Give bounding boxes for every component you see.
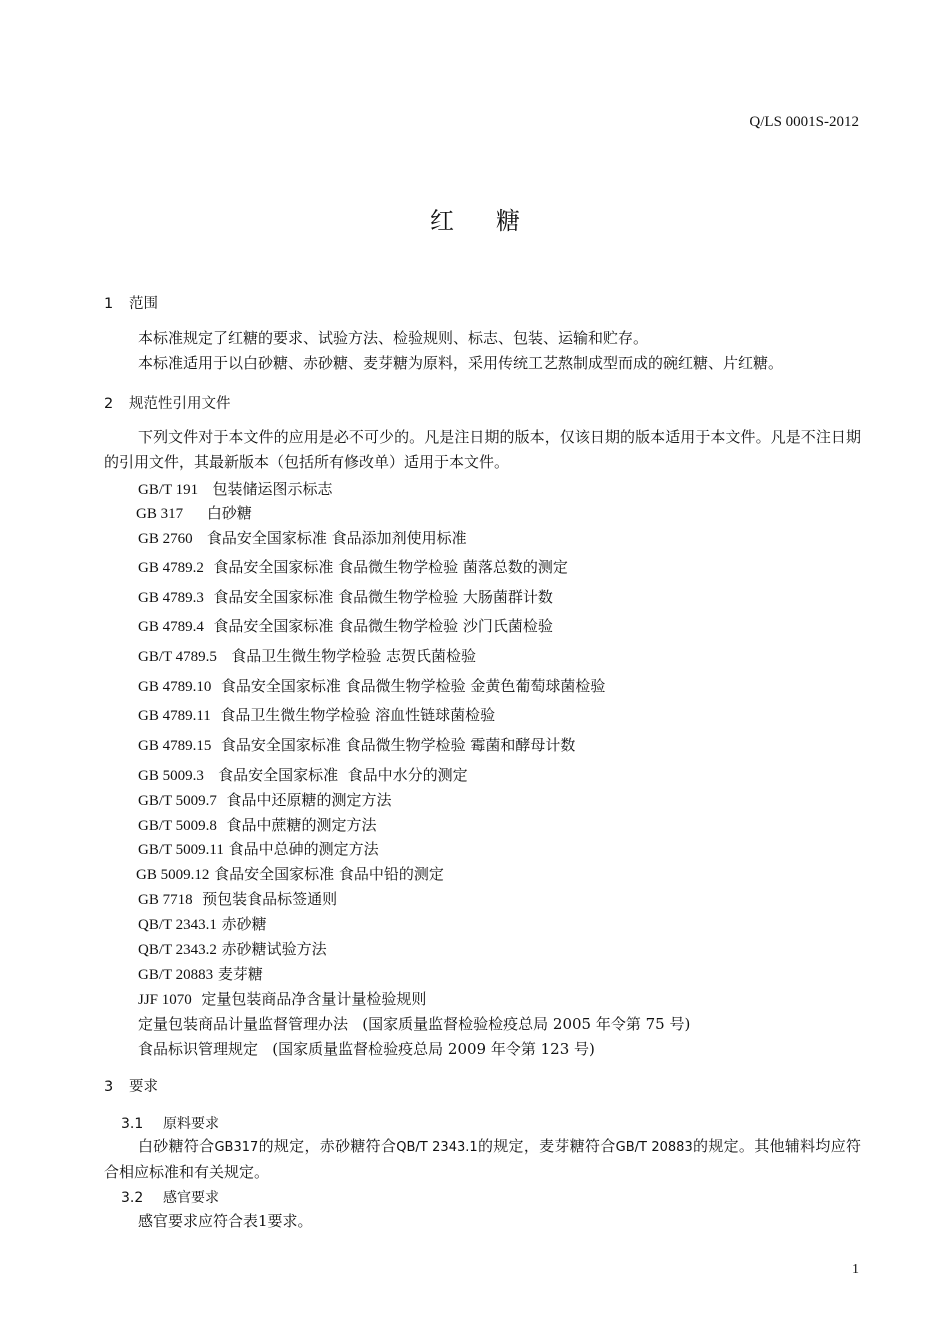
reference-title: 定量包装商品计量监督管理办法 (国家质量监督检验检疫总局 2005 年令第 75 号) bbox=[138, 1015, 691, 1033]
standard-code: GB/T 20883 bbox=[615, 1140, 693, 1155]
section-3-2-heading bbox=[121, 1187, 219, 1207]
reference-code: GB 5009.3 bbox=[138, 768, 204, 784]
reference-item bbox=[138, 764, 468, 785]
reference-code: GB 4789.4 bbox=[138, 619, 204, 635]
reference-code: GB/T 5009.7 bbox=[138, 793, 217, 809]
reference-item bbox=[138, 556, 568, 577]
reference-code: GB/T 5009.8 bbox=[138, 818, 217, 834]
section-3-1-title: 原料要求 bbox=[163, 1116, 219, 1132]
reference-title: 食品标识管理规定 (国家质量监督检验疫总局 2009 年令第 123 号) bbox=[138, 1040, 595, 1058]
reference-item bbox=[138, 734, 575, 755]
reference-title: 食品安全国家标准 食品微生物学检验 大肠菌群计数 bbox=[203, 588, 553, 606]
reference-code: GB/T 4789.5 bbox=[138, 649, 217, 665]
reference-item bbox=[138, 963, 263, 984]
reference-title: 食品安全国家标准 食品微生物学检验 菌落总数的测定 bbox=[203, 558, 568, 576]
section-1-title: 范围 bbox=[129, 296, 158, 312]
reference-title: 食品安全国家标准 食品中水分的测定 bbox=[203, 766, 468, 784]
section-2-title: 规范性引用文件 bbox=[129, 396, 231, 412]
reference-code: JJF 1070 bbox=[138, 992, 192, 1008]
reference-code: GB 4789.11 bbox=[138, 708, 211, 724]
reference-item bbox=[138, 789, 391, 810]
reference-item bbox=[138, 645, 476, 666]
document-code: Q/LS 0001S-2012 bbox=[749, 114, 859, 130]
reference-item bbox=[138, 814, 376, 835]
reference-item bbox=[138, 888, 337, 909]
section-1-heading bbox=[104, 292, 158, 313]
section-3-1-paragraph bbox=[104, 1134, 861, 1185]
reference-item bbox=[138, 527, 467, 548]
reference-title: 包装储运图示标志 bbox=[198, 480, 333, 498]
reference-item bbox=[138, 586, 553, 607]
reference-code: GB 317 bbox=[136, 506, 184, 522]
section-2-heading bbox=[104, 392, 231, 413]
reference-title: 食品安全国家标准 食品微生物学检验 金黄色葡萄球菌检验 bbox=[211, 677, 606, 695]
section-1-number: 1 bbox=[104, 296, 114, 312]
reference-item bbox=[138, 478, 332, 499]
section-1-paragraph-2: 本标准适用于以白砂糖、赤砂糖、麦芽糖为原料，采用传统工艺熬制成型而成的碗红糖、片红糖。 bbox=[138, 354, 784, 372]
section-3-2-paragraph: 感官要求应符合表1要求。 bbox=[138, 1212, 313, 1230]
reference-title: 定量包装商品净含量计量检验规则 bbox=[191, 990, 427, 1008]
reference-code: GB 2760 bbox=[138, 531, 193, 547]
text-run: 白砂糖符合 bbox=[138, 1137, 215, 1155]
section-3-number: 3 bbox=[104, 1079, 114, 1095]
reference-code: GB 7718 bbox=[138, 892, 193, 908]
reference-item bbox=[138, 838, 379, 859]
reference-item bbox=[136, 502, 252, 523]
standard-code: GB317 bbox=[214, 1140, 259, 1155]
reference-title: 食品卫生微生物学检验 溶血性链球菌检验 bbox=[210, 706, 496, 724]
reference-code: QB/T 2343.2 bbox=[138, 942, 217, 958]
reference-code: GB 4789.10 bbox=[138, 679, 212, 695]
reference-item bbox=[136, 863, 444, 884]
document-title bbox=[0, 201, 950, 236]
reference-item bbox=[138, 675, 605, 696]
page-number: 1 bbox=[852, 1262, 859, 1277]
reference-code: QB/T 2343.1 bbox=[138, 917, 217, 933]
reference-title: 食品中蔗糖的测定方法 bbox=[216, 816, 377, 834]
section-3-title: 要求 bbox=[129, 1079, 158, 1095]
reference-item bbox=[138, 913, 267, 934]
section-3-1-number: 3.1 bbox=[121, 1116, 144, 1132]
reference-title: 麦芽糖 bbox=[213, 965, 263, 983]
standard-code: QB/T 2343.1 bbox=[396, 1140, 478, 1155]
reference-item bbox=[138, 1038, 595, 1059]
section-3-2-number: 3.2 bbox=[121, 1190, 144, 1206]
reference-title: 食品安全国家标准 食品微生物学检验 沙门氏菌检验 bbox=[203, 617, 553, 635]
reference-title: 食品中总砷的测定方法 bbox=[223, 840, 379, 858]
reference-code: GB 5009.12 bbox=[136, 867, 210, 883]
text-run: 的规定。其他辅料均应符合相应标准和有关规定。 bbox=[104, 1137, 861, 1181]
reference-code: GB/T 191 bbox=[138, 482, 199, 498]
reference-title: 食品卫生微生物学检验 志贺氏菌检验 bbox=[216, 647, 476, 665]
reference-title: 赤砂糖 bbox=[216, 915, 267, 933]
title-char-2: 糖 bbox=[496, 207, 520, 235]
title-char-1: 红 bbox=[430, 207, 454, 235]
reference-title: 食品安全国家标准 食品中铅的测定 bbox=[209, 865, 444, 883]
reference-code: GB 4789.2 bbox=[138, 560, 204, 576]
reference-title: 食品安全国家标准 食品添加剂使用标准 bbox=[192, 529, 467, 547]
section-1-paragraph-1: 本标准规定了红糖的要求、试验方法、检验规则、标志、包装、运输和贮存。 bbox=[138, 329, 649, 347]
text-run: 的规定，赤砂糖符合 bbox=[258, 1137, 397, 1155]
section-3-2-title: 感官要求 bbox=[163, 1190, 219, 1206]
reference-item bbox=[138, 704, 495, 725]
section-3-heading bbox=[104, 1075, 158, 1096]
reference-item bbox=[138, 988, 426, 1009]
reference-code: GB/T 20883 bbox=[138, 967, 214, 983]
reference-title: 预包装食品标签通则 bbox=[192, 890, 338, 908]
reference-title: 白砂糖 bbox=[183, 504, 252, 522]
section-2-number: 2 bbox=[104, 396, 114, 412]
reference-item bbox=[138, 1013, 690, 1034]
reference-title: 食品安全国家标准 食品微生物学检验 霉菌和酵母计数 bbox=[211, 736, 576, 754]
reference-item bbox=[138, 938, 327, 959]
reference-code: GB 4789.3 bbox=[138, 590, 204, 606]
section-3-1-heading bbox=[121, 1113, 219, 1133]
reference-item bbox=[138, 615, 553, 636]
section-2-intro: 下列文件对于本文件的应用是必不可少的。凡是注日期的版本，仅该日期的版本适用于本文件。凡是不注日期的引用文件，其最新版本（包括所有修改单）适用于本文件。 bbox=[104, 428, 861, 471]
text-run: 的规定，麦芽糖符合 bbox=[477, 1137, 616, 1155]
reference-title: 食品中还原糖的测定方法 bbox=[216, 791, 392, 809]
reference-code: GB/T 5009.11 bbox=[138, 842, 224, 858]
reference-code: GB 4789.15 bbox=[138, 738, 212, 754]
reference-title: 赤砂糖试验方法 bbox=[216, 940, 327, 958]
